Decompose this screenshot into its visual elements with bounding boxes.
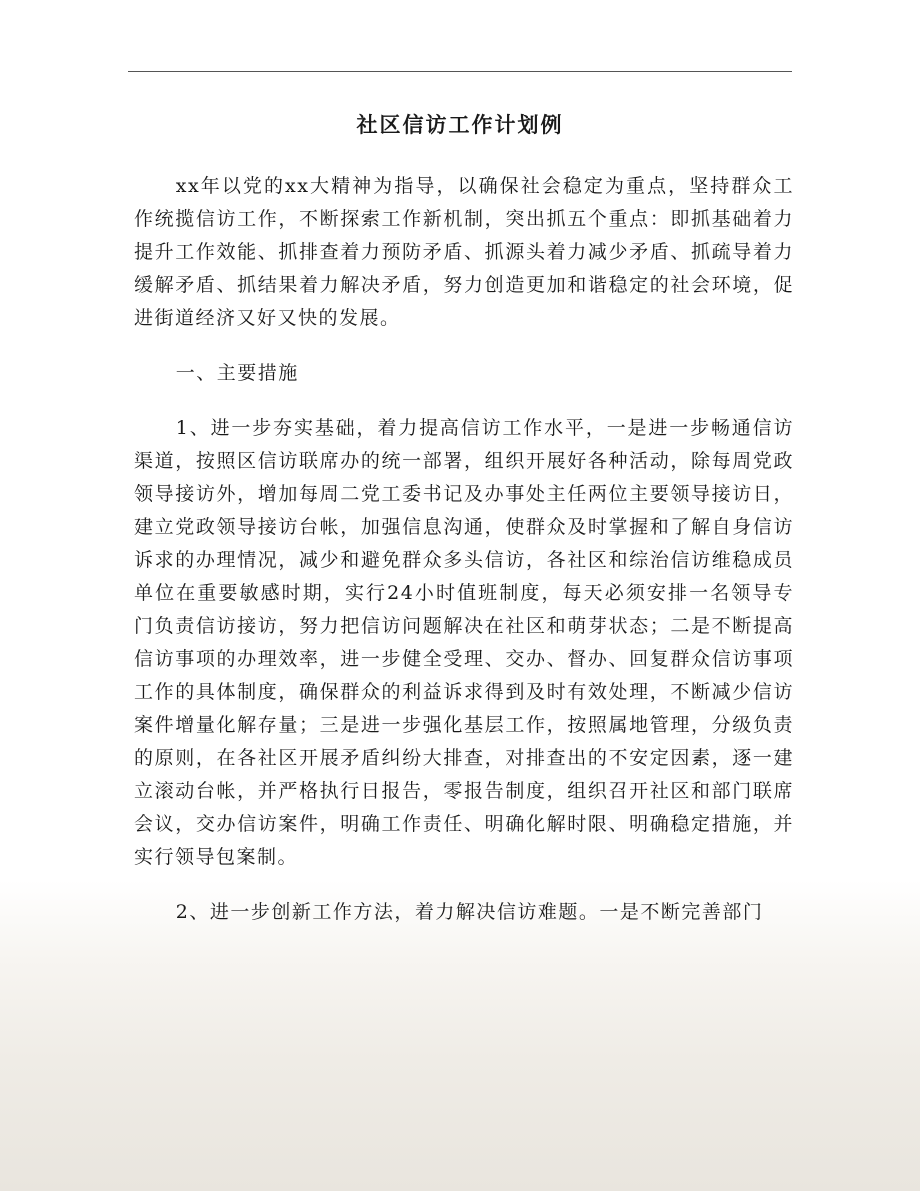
document-body <box>134 170 794 929</box>
measure-2-paragraph: 2、进一步创新工作方法，着力解决信访难题。一是不断完善部门 <box>175 901 764 923</box>
section-heading-measures: 一、主要措施 <box>175 362 299 384</box>
intro-paragraph: xx年以党的xx大精神为指导，以确保社会稳定为重点，坚持群众工作统揽信访工作，不断探索工作新机制，突出抓五个重点：即抓基础着力提升工作效能、抓排查着力预防矛盾、抓源头着力减少矛盾、抓疏导着力缓解矛盾、抓结果着力解决矛盾，努力创造更加和谐稳定的社会环境，促进街道经济又好又快的发展。 <box>134 175 794 329</box>
header-rule <box>128 71 792 72</box>
document-title: 社区信访工作计划例 <box>356 112 564 137</box>
measure-1-paragraph: 1、进一步夯实基础，着力提高信访工作水平，一是进一步畅通信访渠道，按照区信访联席办的统一部署，组织开展好各种活动，除每周党政领导接访外，增加每周二党工委书记及办事处主任两位主要领导接访日，建立党政领导接访台帐，加强信息沟通，使群众及时掌握和了解自身信访诉求的办理情况，减少和避免群众多头信访，各社区和综治信访维稳成员单位在重要敏感时期，实行24小时值班制度，每天必须安排一名领导专门负责信访接访，努力把信访问题解决在社区和萌芽状态；二是不断提高信访事项的办理效率，进一步健全受理、交办、督办、回复群众信访事项工作的具体制度，确保群众的利益诉求得到及时有效处理，不断减少信访案件增量化解存量；三是进一步强化基层工作，按照属地管理，分级负责的原则，在各社区开展矛盾纠纷大排查，对排查出的不安定因素，逐一建立滚动台帐，并严格执行日报告，零报告制度，组织召开社区和部门联席会议，交办信访案件，明确工作责任、明确化解时限、明确稳定措施，并实行领导包案制。 <box>134 417 794 868</box>
